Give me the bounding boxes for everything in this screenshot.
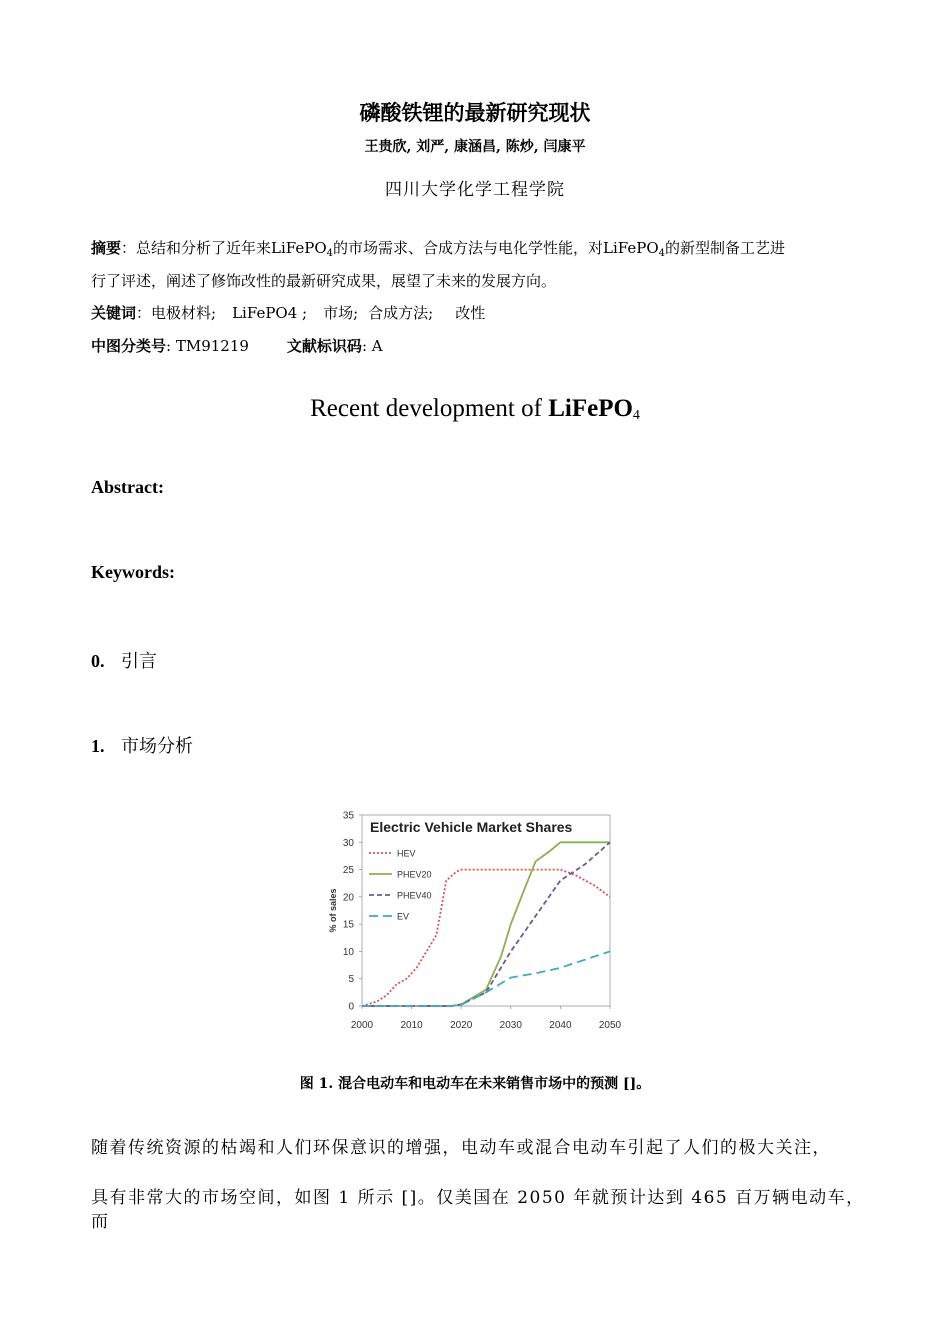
- section-heading: [91, 647, 157, 673]
- paper-title: 磷酸铁锂的最新研究现状: [359, 101, 591, 125]
- english-title: [0, 395, 950, 423]
- chart-title: Electric Vehicle Market Shares: [370, 819, 573, 835]
- keyword: 电极材料;: [151, 304, 217, 322]
- x-tick-label: 2050: [598, 1020, 622, 1031]
- subscript: 4: [658, 248, 666, 259]
- abstract-en-label: Abstract:: [91, 477, 164, 497]
- abstract-cn-line1: [91, 238, 785, 261]
- english-title-text: Recent development of: [310, 395, 549, 422]
- subscript: 4: [326, 248, 334, 259]
- abstract-cn-label: 摘要: [91, 239, 122, 257]
- classification: [91, 336, 383, 356]
- english-title-formula: LiFePO: [548, 395, 633, 422]
- section-title: 引言: [121, 651, 157, 672]
- keyword: 市场;: [323, 304, 359, 322]
- authors: 王贵欣, 刘严, 康涵昌, 陈炒, 闫康平: [364, 139, 586, 155]
- x-tick-label: 2030: [499, 1020, 522, 1031]
- legend-label: HEV: [397, 848, 416, 859]
- clc-label: 中图分类号: [91, 337, 167, 355]
- legend-label: PHEV40: [397, 890, 432, 901]
- section-number: 0.: [91, 651, 105, 671]
- body-paragraph-line: 具有非常大的市场空间，如图 1 所示 []。仅美国在 2050 年就预计达到 465 百万辆电动车，而: [91, 1188, 865, 1232]
- keywords-cn: [91, 303, 485, 323]
- legend-label: EV: [397, 911, 410, 922]
- section-number: 1.: [91, 736, 105, 756]
- keyword: LiFePO4 ;: [232, 304, 308, 322]
- figure-caption: 图 1. 混合电动车和电动车在未来销售市场中的预测 []。: [299, 1076, 651, 1092]
- x-tick-label: 2020: [450, 1020, 473, 1031]
- keywords-en-label: Keywords:: [91, 562, 175, 582]
- y-tick-label: 15: [342, 919, 354, 931]
- x-tick-label: 2040: [549, 1020, 572, 1031]
- keyword: 改性: [455, 304, 486, 322]
- body-paragraph-line: 随着传统资源的枯竭和人们环保意识的增强，电动车或混合电动车引起了人们的极大关注，: [91, 1138, 831, 1158]
- legend-label: PHEV20: [397, 869, 432, 880]
- plot-area: [362, 815, 610, 1006]
- abstract-cn-text-a: 总结和分析了近年来LiFePO: [136, 239, 327, 257]
- section-title: 市场分析: [121, 736, 193, 757]
- y-tick-label: 10: [342, 946, 354, 958]
- market-share-chart: [322, 805, 632, 1035]
- doc-value: : A: [361, 337, 383, 355]
- keyword: 合成方法;: [368, 304, 434, 322]
- clc-value: : TM91219: [166, 337, 249, 355]
- doc-label: 文献标识码: [286, 337, 362, 355]
- abstract-cn-text-c: 的新型制备工艺进: [665, 239, 786, 257]
- abstract-cn-sep: ：: [121, 239, 137, 257]
- y-tick-label: 30: [342, 837, 354, 849]
- y-tick-label: 25: [342, 865, 354, 877]
- x-tick-label: 2010: [400, 1020, 423, 1031]
- abstract-cn-text-b: 的市场需求、合成方法与电化学性能，对LiFePO: [333, 239, 659, 257]
- keywords-cn-sep: ：: [136, 304, 152, 322]
- affiliation: 四川大学化学工程学院: [385, 180, 565, 200]
- keywords-cn-label: 关键词: [91, 304, 137, 322]
- y-tick-label: 0: [348, 1001, 354, 1013]
- y-tick-label: 5: [348, 974, 354, 986]
- y-tick-label: 35: [342, 810, 354, 822]
- y-axis-label: % of sales: [328, 888, 338, 933]
- abstract-cn-line2: 行了评述，阐述了修饰改性的最新研究成果，展望了未来的发展方向。: [91, 272, 557, 290]
- section-heading: [91, 732, 193, 758]
- x-tick-label: 2000: [350, 1020, 374, 1031]
- subscript: 4: [632, 408, 640, 423]
- y-tick-label: 20: [342, 892, 354, 904]
